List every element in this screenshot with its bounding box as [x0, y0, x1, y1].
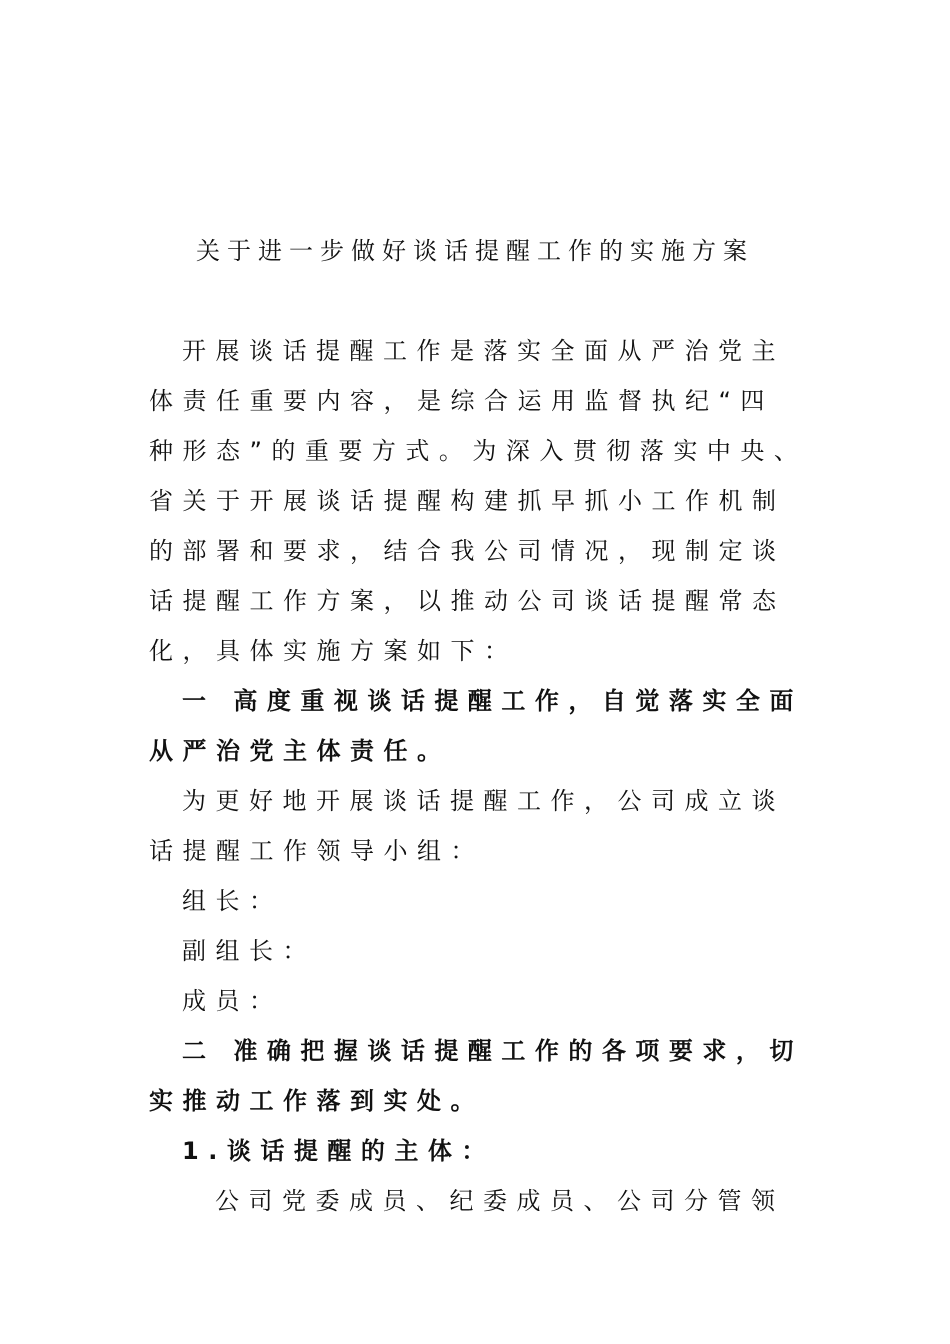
members-label: 成员：: [182, 987, 283, 1015]
paragraph-line: 种形态”的重要方式。为深入贯彻落实中央、: [149, 437, 808, 465]
section-heading-1: 一 高度重视谈话提醒工作，自觉落实全面: [182, 687, 803, 715]
paragraph-line: 开展谈话提醒工作是落实全面从严治党主: [182, 337, 785, 365]
section-heading-1-cont: 从严治党主体责任。: [149, 737, 451, 765]
paragraph-line: 话提醒工作方案，以推动公司谈话提醒常态: [149, 587, 786, 615]
paragraph-line: 体责任重要内容，是综合运用监督执纪“四: [149, 387, 774, 415]
deputy-leader-label: 副组长：: [182, 937, 316, 965]
paragraph-line: 公司党委成员、纪委成员、公司分管领: [215, 1187, 785, 1215]
section-heading-2-cont: 实推动工作落到实处。: [149, 1087, 484, 1115]
subsection-heading: 1.谈话提醒的主体：: [182, 1137, 495, 1165]
paragraph-line: 为更好地开展谈话提醒工作，公司成立谈: [182, 787, 785, 815]
group-leader-label: 组长：: [182, 887, 283, 915]
paragraph-line: 话提醒工作领导小组：: [149, 837, 484, 865]
paragraph-line: 化，具体实施方案如下：: [149, 637, 518, 665]
paragraph-line: 的部署和要求，结合我公司情况，现制定谈: [149, 537, 786, 565]
document-title: 关于进一步做好谈话提醒工作的实施方案: [196, 237, 754, 265]
section-heading-2: 二 准确把握谈话提醒工作的各项要求，切: [182, 1037, 803, 1065]
paragraph-line: 省关于开展谈话提醒构建抓早抓小工作机制: [149, 487, 786, 515]
